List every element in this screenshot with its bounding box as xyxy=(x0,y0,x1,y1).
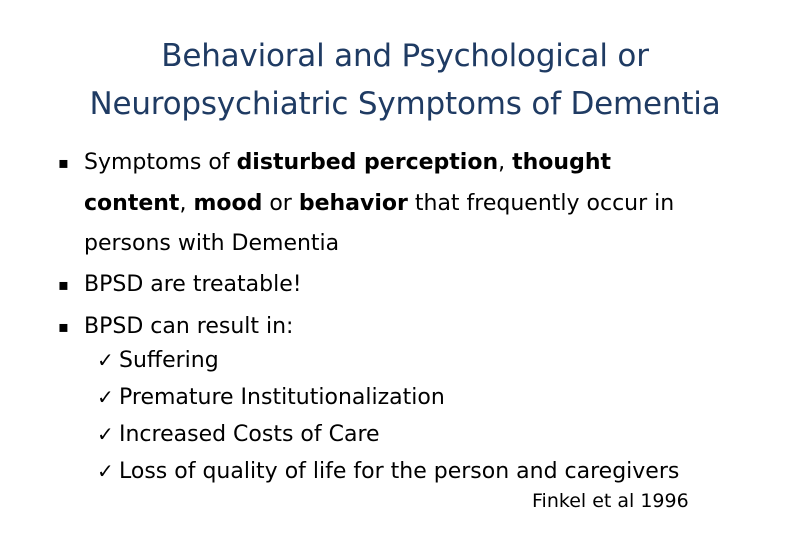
checkmark-icon: ✓ xyxy=(97,459,114,483)
sub-item-quality-of-life xyxy=(97,453,787,490)
sub-bullet-list xyxy=(97,342,787,490)
bullet-1-emphasis-content: content xyxy=(84,191,180,216)
sub-item-label: Premature Institutionalization xyxy=(119,385,445,410)
sub-item-costs xyxy=(97,416,787,453)
slide-title xyxy=(20,32,790,128)
bullet-item-symptoms xyxy=(58,142,793,264)
bullet-1-comma-2: , xyxy=(179,191,194,216)
bullet-1-line-1 xyxy=(84,142,793,184)
bullet-1-or: or xyxy=(262,191,299,216)
sub-item-suffering xyxy=(97,342,787,379)
checkmark-icon: ✓ xyxy=(97,385,114,409)
checkmark-icon: ✓ xyxy=(97,422,114,446)
bullet-1-emphasis-behavior: behavior xyxy=(298,191,408,216)
bullet-1-comma: , xyxy=(498,150,513,175)
bullet-item-treatable xyxy=(58,264,793,306)
title-line-1: Behavioral and Psychological or xyxy=(161,38,649,74)
bullet-1-emphasis-thought: thought xyxy=(512,150,612,175)
sub-item-label: Increased Costs of Care xyxy=(119,422,380,447)
bullet-1-emphasis-disturbed-perception: disturbed perception xyxy=(236,150,499,175)
bullet-list xyxy=(58,142,793,348)
square-bullet-icon: ▪ xyxy=(58,275,69,294)
citation: Finkel et al 1996 xyxy=(532,490,689,512)
bullet-2-text: BPSD are treatable! xyxy=(84,272,302,297)
bullet-1-text-2: that frequently occur in xyxy=(407,191,675,216)
bullet-1-text: Symptoms of xyxy=(84,150,237,175)
sub-item-institutionalization xyxy=(97,379,787,416)
square-bullet-icon: ▪ xyxy=(58,317,69,336)
sub-item-label: Suffering xyxy=(119,348,219,373)
checkmark-icon: ✓ xyxy=(97,348,114,372)
title-line-2: Neuropsychiatric Symptoms of Dementia xyxy=(89,86,721,122)
sub-item-label: Loss of quality of life for the person and caregivers xyxy=(119,459,680,484)
bullet-1-line-3: persons with Dementia xyxy=(84,231,340,256)
bullet-1-emphasis-mood: mood xyxy=(193,191,263,216)
bullet-1-line-2 xyxy=(84,184,793,224)
bullet-3-text: BPSD can result in: xyxy=(84,314,294,339)
square-bullet-icon: ▪ xyxy=(58,153,69,172)
